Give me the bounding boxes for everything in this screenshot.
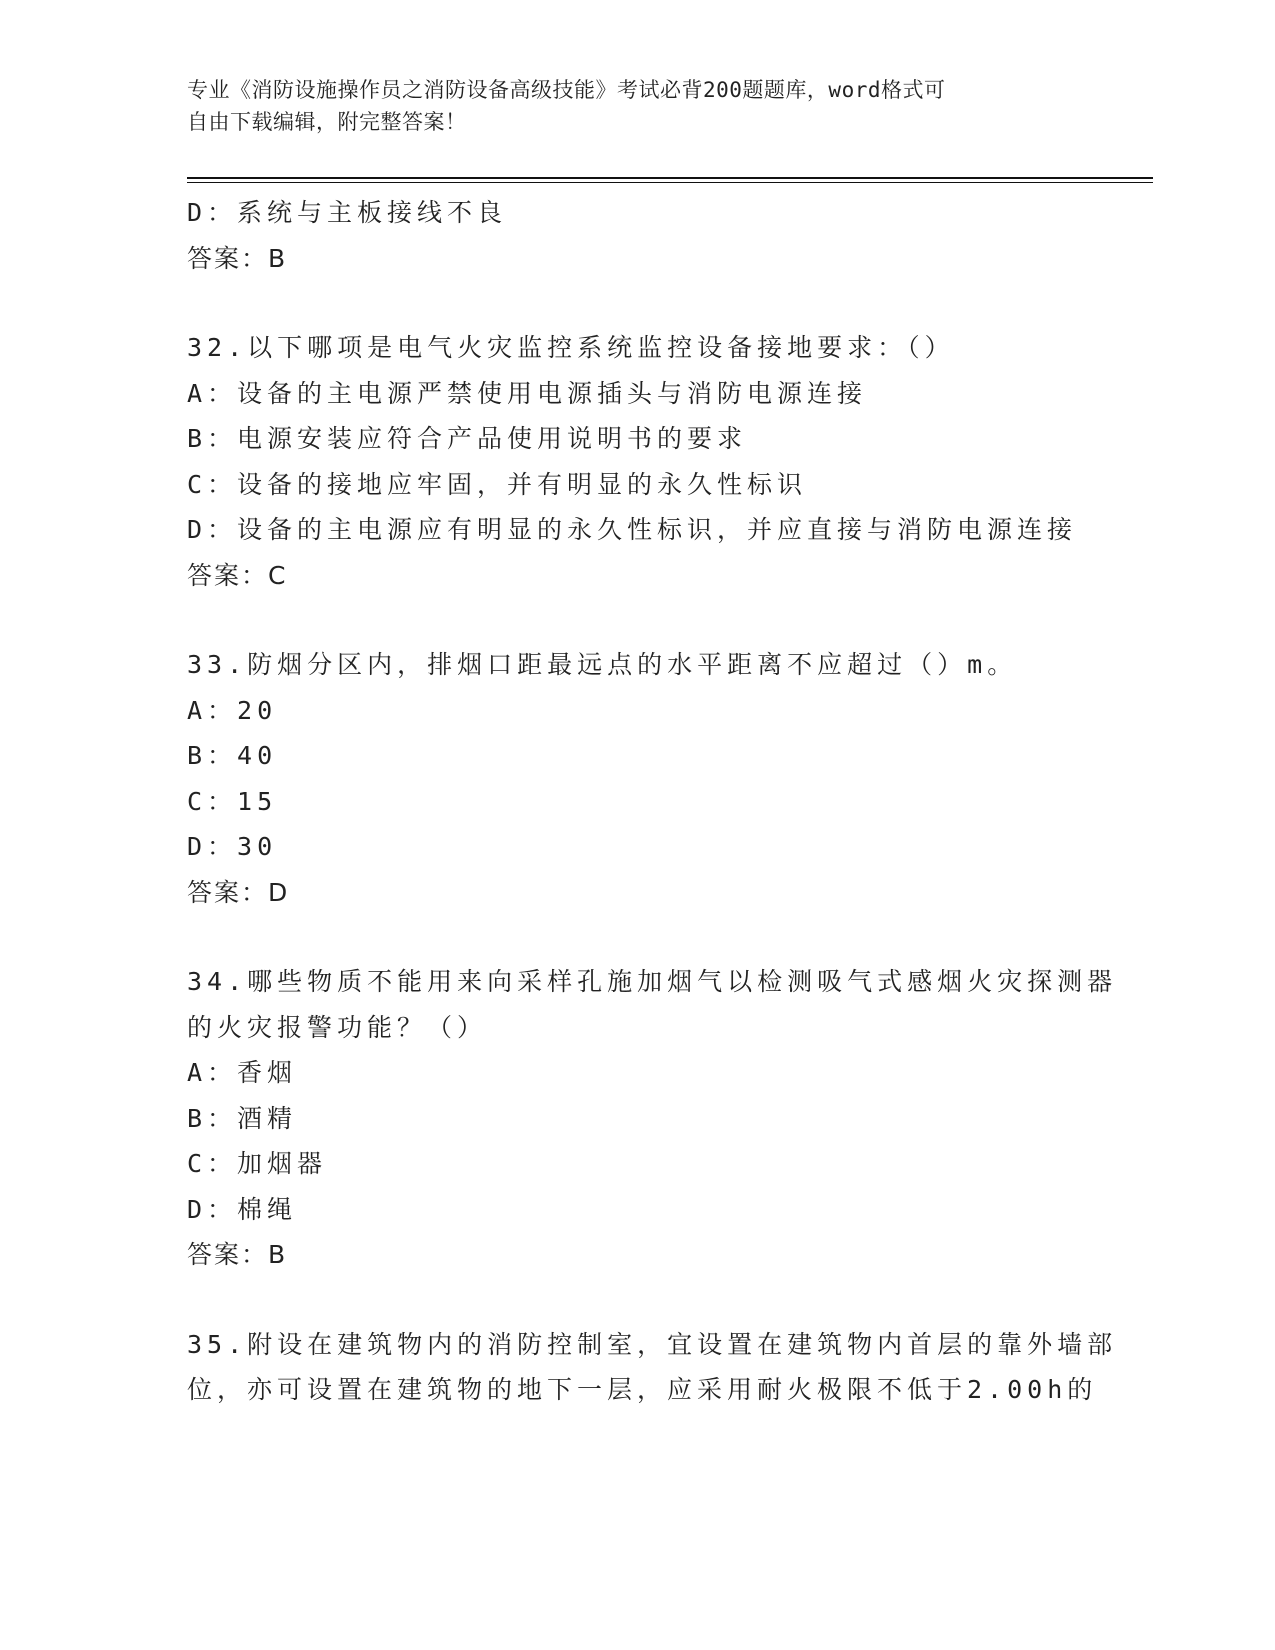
question-31-tail bbox=[187, 190, 1107, 281]
question-35 bbox=[187, 1322, 1118, 1413]
answer: 答案：D bbox=[187, 877, 290, 907]
header-line-2: 自由下载编辑，附完整答案！ bbox=[187, 110, 467, 134]
header-rule-thin bbox=[187, 182, 1153, 183]
header-rule-thick bbox=[187, 177, 1153, 179]
option-c: C：加烟器 bbox=[187, 1149, 328, 1178]
question-32 bbox=[187, 325, 1107, 598]
option-b: B：酒精 bbox=[187, 1103, 298, 1133]
document-header bbox=[187, 74, 1067, 138]
question-list bbox=[187, 190, 1118, 1413]
option-b: B：40 bbox=[187, 741, 278, 770]
option-c: C：设备的接地应牢固，并有明显的永久性标识 bbox=[187, 469, 808, 499]
question-text: 33.防烟分区内，排烟口距最远点的水平距离不应超过（）m。 bbox=[187, 650, 1018, 679]
option-a: A：香烟 bbox=[187, 1058, 298, 1087]
answer: 答案：B bbox=[187, 243, 288, 273]
question-text-line-2: 位，亦可设置在建筑物的地下一层，应采用耐火极限不低于2.00h的 bbox=[187, 1375, 1098, 1404]
option-a: A：20 bbox=[187, 695, 278, 725]
option-d: D：棉绳 bbox=[187, 1194, 298, 1224]
option-d: D：系统与主板接线不良 bbox=[187, 198, 508, 227]
option-d: D：30 bbox=[187, 832, 278, 861]
question-text-line-1: 34.哪些物质不能用来向采样孔施加烟气以检测吸气式感烟火灾探测器 bbox=[187, 967, 1118, 996]
answer: 答案：C bbox=[187, 560, 288, 590]
option-a: A：设备的主电源严禁使用电源插头与消防电源连接 bbox=[187, 378, 868, 408]
option-c: C：15 bbox=[187, 786, 278, 816]
question-34 bbox=[187, 959, 1118, 1278]
question-text-line-1: 35.附设在建筑物内的消防控制室，宜设置在建筑物内首层的靠外墙部 bbox=[187, 1329, 1118, 1359]
option-d: D：设备的主电源应有明显的永久性标识，并应直接与消防电源连接 bbox=[187, 515, 1078, 544]
question-33 bbox=[187, 642, 1107, 915]
question-text: 32.以下哪项是电气火灾监控系统监控设备接地要求：（） bbox=[187, 333, 955, 362]
question-text-line-2: 的火灾报警功能？（） bbox=[187, 1012, 488, 1042]
option-b: B：电源安装应符合产品使用说明书的要求 bbox=[187, 424, 748, 453]
header-line-1: 专业《消防设施操作员之消防设备高级技能》考试必背200题题库，word格式可 bbox=[187, 78, 946, 102]
answer: 答案：B bbox=[187, 1240, 288, 1269]
